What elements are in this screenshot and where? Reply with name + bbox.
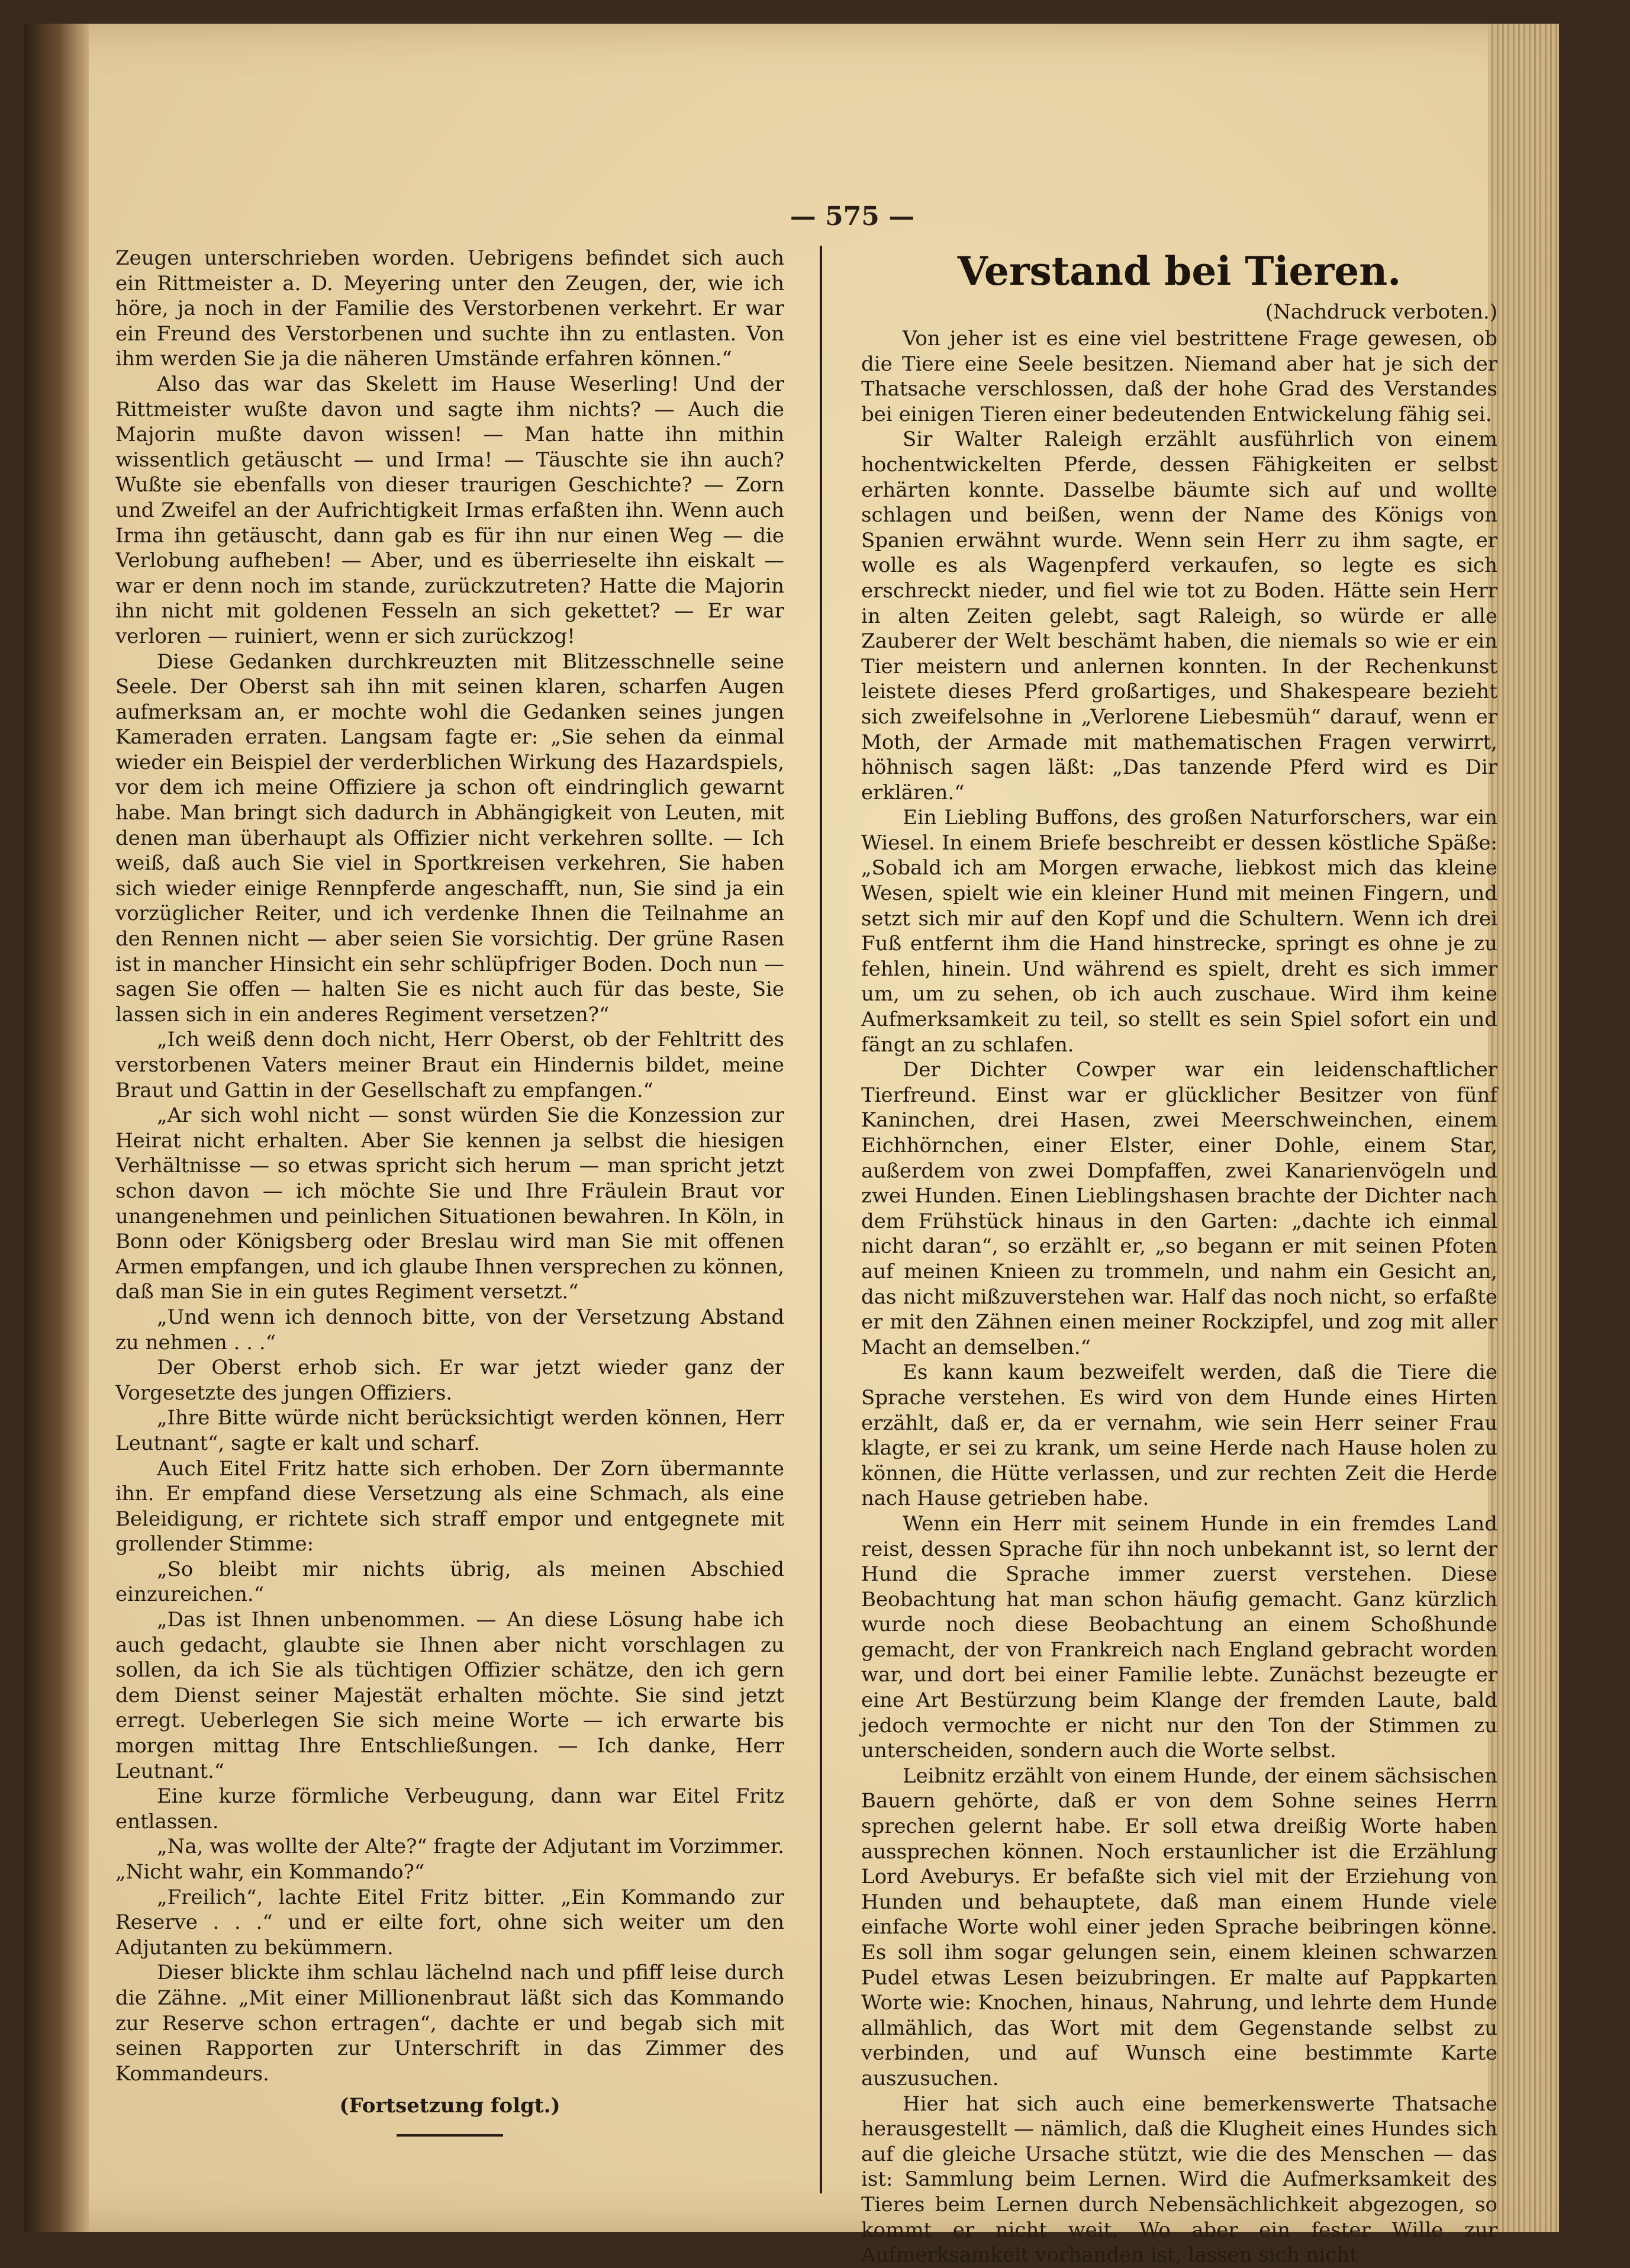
- page-number: — 575 —: [790, 201, 915, 231]
- paragraph: Der Dichter Cowper war ein leidenschaftlicher Tierfreund. Einst war er glücklicher Besitzer von fünf Kaninchen, drei Hasen, zwei Meerschweinchen, einem Eichhörnchen, einer Elster, einer Dohle, einem Star, außerdem von zwei Dompfaffen, zwei Kanarienvögeln und zwei Hunden. Einen Lieblingshasen brachte der Dichter nach dem Frühstück hinaus in den Garten: „dachte ich einmal nicht daran“, so erzählt er, „so begann er mit seinen Pfoten auf meinen Knieen zu trommeln, und nahm ein Gesicht an, das nicht mißzuverstehen war. Half das noch nicht, so erfaßte er mit den Zähnen einen meiner Rockzipfel, und zog mit aller Macht an demselben.“: [861, 1058, 1497, 1359]
- right-column: [861, 246, 1497, 2268]
- paragraph: „Na, was wollte der Alte?“ fragte der Adjutant im Vorzimmer. „Nicht wahr, ein Kommando?“: [115, 1835, 784, 1884]
- paragraph: „Ich weiß denn doch nicht, Herr Oberst, ob der Fehltritt des verstorbenen Vaters meiner Braut ein Hindernis bildet, meine Braut und Gattin in der Gesellschaft zu empfangen.“: [115, 1028, 784, 1102]
- paragraph: Also das war das Skelett im Hause Weserling! Und der Rittmeister wußte davon und sagte ihm nichts? — Auch die Majorin mußte davon wissen! — Man hatte ihn mithin wissentlich getäuscht — und Irma! — Täuschte sie ihn auch? Wußte sie ebenfalls von dieser traurigen Geschichte? — Zorn und Zweifel an der Aufrichtigkeit Irmas erfaßten ihn. Wenn auch Irma ihn getäuscht, dann gab es für ihn nur einen Weg — die Verlobung aufheben! — Aber, und es überrieselte ihn eiskalt — war er denn noch im stande, zurückzutreten? Hatte die Majorin ihn nicht mit goldenen Fesseln an sich gekettet? — Er war verloren — ruiniert, wenn er sich zurückzog!: [115, 372, 784, 648]
- column-divider: [820, 246, 822, 2193]
- paragraph: Eine kurze förmliche Verbeugung, dann war Eitel Fritz entlassen.: [115, 1784, 784, 1833]
- paragraph: „Das ist Ihnen unbenommen. — An diese Lösung habe ich auch gedacht, glaubte sie Ihnen aber nicht vorschlagen zu sollen, da ich Sie als tüchtigen Offizier schätze, den ich gern dem Dienst seiner Majestät erhalten möchte. Sie sind jetzt erregt. Ueberlegen Sie sich meine Worte — ich erwarte bis morgen mittag Ihre Entschließungen. — Ich danke, Herr Leutnant.“: [115, 1608, 784, 1783]
- paragraph: Von jeher ist es eine viel bestrittene Frage gewesen, ob die Tiere eine Seele besitzen. Niemand aber hat je sich der Thatsache verschlossen, daß der hohe Grad des Verstandes bei einigen Tieren einer bedeutenden Entwickelung fähig sei.: [861, 327, 1497, 426]
- paragraph: „Freilich“, lachte Eitel Fritz bitter. „Ein Kommando zur Reserve . . .“ und er eilte fort, ohne sich weiter um den Adjutanten zu bekümmern.: [115, 1885, 784, 1960]
- paragraph: „Ihre Bitte würde nicht berücksichtigt werden können, Herr Leutnant“, sagte er kalt und scharf.: [115, 1406, 784, 1455]
- paragraph: Sir Walter Raleigh erzählt ausführlich von einem hochentwickelten Pferde, dessen Fähigkeiten er selbst erhärten konnte. Dasselbe bäumte sich auf und wollte schlagen und beißen, wenn der Name des Königs von Spanien erwähnt wurde. Wenn sein Herr zu ihm sagte, er wolle es als Wagenpferd verkaufen, so legte es sich erschreckt nieder, und fiel wie tot zu Boden. Hätte sein Herr in alten Zeiten gelebt, sagt Raleigh, so würde er alle Zauberer der Welt beschämt haben, die niemals so wie er ein Tier meistern und anlernen konnten. In der Rechenkunst leistete dieses Pferd großartiges, und Shakespeare bezieht sich zweifelsohne in „Verlorene Liebesmüh“ darauf, wenn er Moth, der Armade mit mathematischen Fragen verwirrt, höhnisch sagen läßt: „Das tanzende Pferd wird es Dir erklären.“: [861, 427, 1497, 805]
- paragraph: Ein Liebling Buffons, des großen Naturforschers, war ein Wiesel. In einem Briefe beschreibt er dessen köstliche Späße: „Sobald ich am Morgen erwache, liebkost mich das kleine Wesen, spielt wie ein kleiner Hund mit meinen Fingern, und setzt sich mir auf den Kopf und die Schultern. Wenn ich drei Fuß entfernt ihm die Hand hinstrecke, springt es ohne je zu fehlen, hinein. Und während es spielt, dreht es sich immer um, um zu sehen, ob ich auch zuschaue. Wird ihm keine Aufmerksamkeit zu teil, so stellt es sein Spiel sofort ein und fängt an zu schlafen.: [861, 806, 1497, 1057]
- end-rule: [397, 2134, 503, 2137]
- paragraph: „Ar sich wohl nicht — sonst würden Sie die Konzession zur Heirat nicht erhalten. Aber Sie kennen ja selbst die hiesigen Verhältnisse — so etwas spricht sich herum — man spricht jetzt schon davon — ich möchte Sie und Ihre Fräulein Braut vor unangenehmen und peinlichen Situationen bewahren. In Köln, in Bonn oder Königsberg oder Breslau wird man Sie mit offenen Armen empfangen, und ich glaube Ihnen versprechen zu können, daß man Sie in ein gutes Regiment versetzt.“: [115, 1104, 784, 1304]
- paragraph: Zeugen unterschrieben worden. Uebrigens befindet sich auch ein Rittmeister a. D. Meyering unter den Zeugen, der, wie ich höre, ja noch in der Familie des Verstorbenen verkehrt. Er war ein Freund des Verstorbenen und suchte ihn zu entlasten. Von ihm werden Sie ja die näheren Umstände erfahren können.“: [115, 246, 784, 371]
- article-title: Verstand bei Tieren.: [957, 248, 1402, 294]
- paragraph: „So bleibt mir nichts übrig, als meinen Abschied einzureichen.“: [115, 1557, 784, 1607]
- paragraph: Wenn ein Herr mit seinem Hunde in ein fremdes Land reist, dessen Sprache für ihn noch unbekannt ist, so lernt der Hund die Sprache immer zuerst verstehen. Diese Beobachtung hat man schon häufig gemacht. Ganz kürzlich wurde noch diese Beobachtung an einem Schoßhunde gemacht, der von Frankreich nach England gebracht worden war, und dort bei einer Familie lebte. Zunächst bezeugte er eine Art Bestürzung beim Klange der fremden Laute, bald jedoch vermochte er nicht nur den Ton der Stimmen zu unterscheiden, sondern auch die Worte selbst.: [861, 1511, 1497, 1763]
- reprint-note: (Nachdruck verboten.): [1265, 300, 1497, 324]
- paragraph: Leibnitz erzählt von einem Hunde, der einem sächsischen Bauern gehörte, daß er von dem Sohne seines Herrn sprechen gelernt habe. Er soll etwa dreißig Worte haben aussprechen können. Noch erstaunlicher ist die Erzählung Lord Aveburys. Er befaßte sich viel mit der Erziehung von Hunden und behauptete, daß man einem Hunde viele einfache Worte wohl einer jeden Sprache beibringen könne. Es soll ihm sogar gelungen sein, einem kleinen schwarzen Pudel etwas Lesen beizubringen. Er malte auf Pappkarten Worte wie: Knochen, hinaus, Nahrung, und lehrte dem Hunde allmählich, das Wort mit dem Gegenstande selbst zu verbinden, und auf Wunsch eine bestimmte Karte auszusuchen.: [861, 1764, 1497, 2090]
- paragraph: Dieser blickte ihm schlau lächelnd nach und pfiff leise durch die Zähne. „Mit einer Millionenbraut läßt sich das Kommando zur Reserve schon ertragen“, dachte er und begab sich mit seinen Rapporten zur Unterschrift in das Zimmer des Kommandeurs.: [115, 1961, 784, 2086]
- paragraph: „Und wenn ich dennoch bitte, von der Versetzung Abstand zu nehmen . . .“: [115, 1305, 784, 1355]
- book-binding: [24, 24, 89, 2232]
- paragraph: Es kann kaum bezweifelt werden, daß die Tiere die Sprache verstehen. Es wird von dem Hunde eines Hirten erzählt, daß er, da er vernahm, wie sein Herr seiner Frau klagte, er sei zu krank, um seine Herde nach Hause holen zu können, die Hütte verlassen, und zur rechten Zeit die Herde nach Hause getrieben habe.: [861, 1360, 1497, 1511]
- paragraph: Diese Gedanken durchkreuzten mit Blitzesschnelle seine Seele. Der Oberst sah ihn mit seinen klaren, scharfen Augen aufmerksam an, er mochte wohl die Gedanken seines jungen Kameraden erraten. Langsam fagte er: „Sie sehen da einmal wieder ein Beispiel der verderblichen Wirkung des Hazardspiels, vor dem ich meine Offiziere ja schon oft eindringlich gewarnt habe. Man bringt sich dadurch in Abhängigkeit von Leuten, mit denen man überhaupt als Offizier nicht verkehren sollte. — Ich weiß, daß auch Sie viel in Sportkreisen verkehren, Sie haben sich wieder einige Rennpferde angeschafft, nun, Sie sind ja ein vorzüglicher Reiter, und ich verdenke Ihnen die Teilnahme an den Rennen nicht — aber seien Sie vorsichtig. Der grüne Rasen ist in mancher Hinsicht ein sehr schlüpfriger Boden. Doch nun — sagen Sie offen — halten Sie es nicht auch für das beste, Sie lassen sich in ein anderes Regiment versetzen?“: [115, 649, 784, 1027]
- continued-note: (Fortsetzung folgt.): [339, 2094, 560, 2118]
- paragraph: Hier hat sich auch eine bemerkenswerte Thatsache herausgestellt — nämlich, daß die Klugheit eines Hundes sich auf die gleiche Ursache stützt, wie die des Menschen — das ist: Sammlung beim Lernen. Wird die Aufmerksamkeit des Tieres beim Lernen durch Nebensächlichkeit abgezogen, so kommt er nicht weit. Wo aber ein fester Wille zur Aufmerksamkeit vorhanden ist, lassen sich nicht: [861, 2092, 1497, 2267]
- newspaper-page: [24, 24, 1559, 2267]
- left-column: [115, 246, 784, 2137]
- paragraph: Der Oberst erhob sich. Er war jetzt wieder ganz der Vorgesetzte des jungen Offiziers.: [115, 1356, 784, 1405]
- paragraph: Auch Eitel Fritz hatte sich erhoben. Der Zorn übermannte ihn. Er empfand diese Versetzung als eine Schmach, als eine Beleidigung, er richtete sich straff empor und entgegnete mit grollender Stimme:: [115, 1456, 784, 1556]
- page-edges: [1488, 24, 1559, 2232]
